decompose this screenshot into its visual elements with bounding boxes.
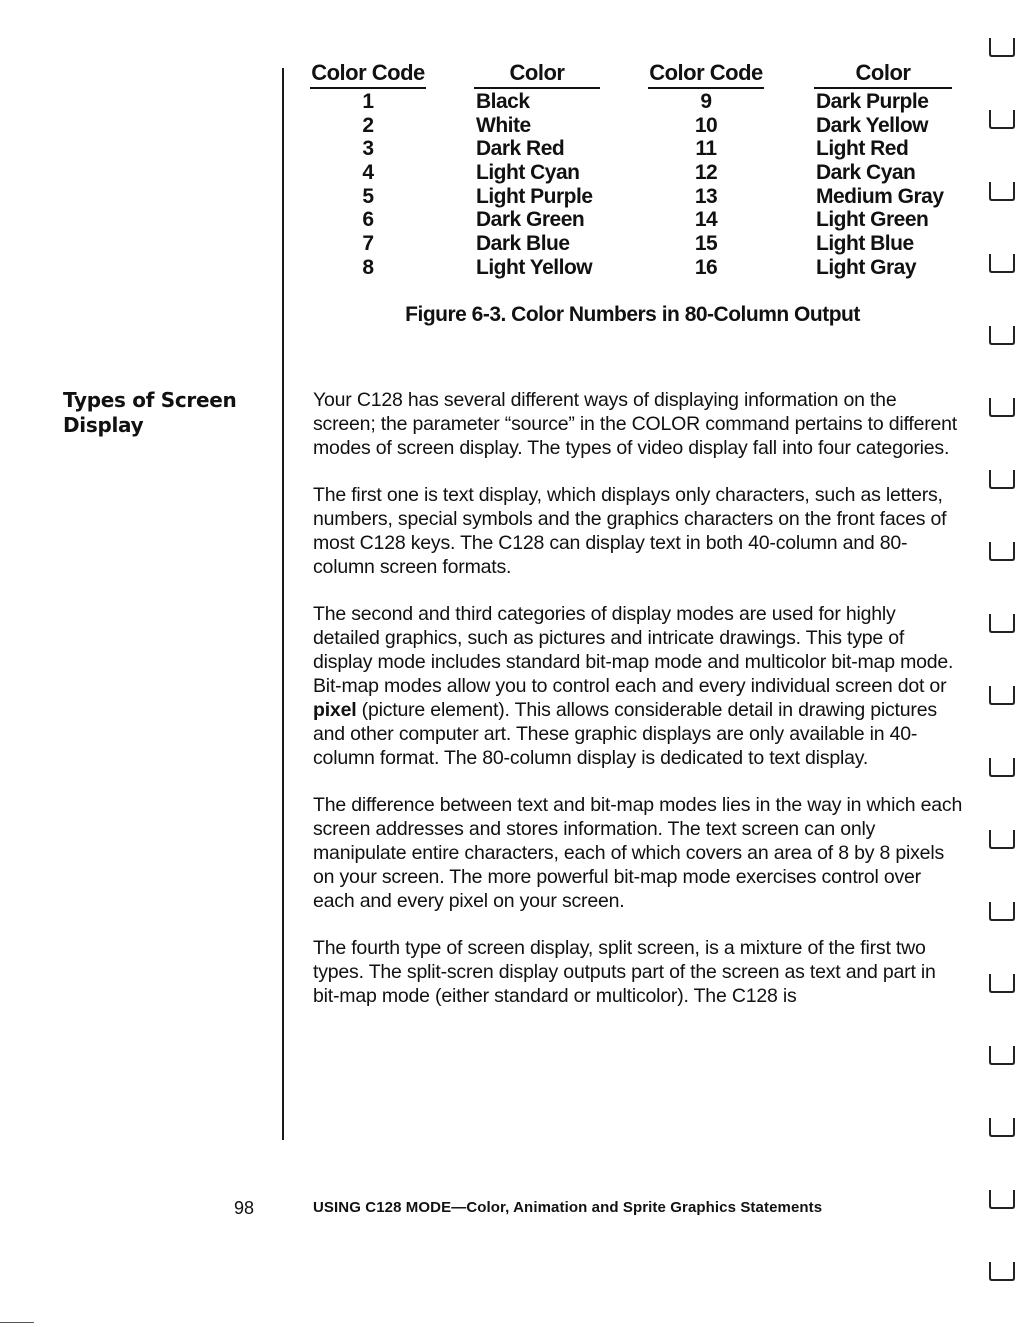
- table-header-color-1: Color: [474, 60, 600, 89]
- color-code-cell: 15: [694, 232, 718, 256]
- color-code-cell: 11: [695, 137, 717, 161]
- color-name-cell: Light Yellow: [476, 255, 593, 279]
- page-number: 98: [234, 1198, 255, 1218]
- binding-hole-icon: [986, 612, 1018, 634]
- scan-mark: [0, 1322, 34, 1323]
- color-code-cell: 8: [362, 255, 374, 279]
- paragraph: The first one is text display, which displays only characters, such as letters, numbers, special symbols and the graphics characters on the front faces of most C128 keys. The C128 can display text in both 40-column and 80-column screen formats.: [313, 484, 947, 578]
- color-code-cell: 7: [362, 232, 374, 256]
- running-footer: [313, 1199, 822, 1216]
- binding-hole-icon: [986, 1260, 1018, 1282]
- table-row: [310, 185, 960, 209]
- color-name-cell: Dark Blue: [476, 232, 570, 256]
- table-header-color-code-2: Color Code: [648, 60, 764, 89]
- color-name-cell: Light Cyan: [476, 161, 580, 185]
- color-code-cell: 12: [694, 161, 718, 185]
- color-name-cell: Light Blue: [816, 232, 914, 256]
- figure-caption: Figure 6-3. Color Numbers in 80-Column Output: [405, 303, 860, 326]
- color-code-cell: 6: [362, 208, 374, 232]
- color-name-cell: Light Gray: [816, 255, 917, 279]
- paragraph-text: The second and third categories of display modes are used for highly detailed graphics, such as pictures and intricate drawings. This type of display mode includes standard bit-map mode and multicolor bit-map mode. Bit-map modes allow you to control each and every individual screen dot or: [313, 603, 954, 697]
- paragraph-text: (picture element). This allows considerable detail in drawing pictures and other computer art. These graphic displays are only available in 40-column format. The 80-column display is dedicated to text display.: [313, 699, 937, 769]
- binding-hole-icon: [986, 180, 1018, 202]
- binding-hole-icon: [986, 1044, 1018, 1066]
- body-text: [313, 388, 963, 1031]
- vertical-rule: [282, 68, 284, 1140]
- table-row: [310, 137, 960, 161]
- color-name-cell: Dark Red: [476, 137, 565, 161]
- footer-section-bold: USING C128 MODE—: [313, 1199, 467, 1216]
- section-heading: Types of Screen Display: [63, 388, 237, 437]
- binding-hole-icon: [986, 252, 1018, 274]
- binding-hole-icon: [986, 684, 1018, 706]
- color-name-cell: Light Green: [816, 208, 929, 232]
- binding-hole-icon: [986, 468, 1018, 490]
- color-code-cell: 10: [694, 113, 718, 137]
- footer-section-title: Color, Animation and Sprite Graphics Statements: [466, 1199, 823, 1216]
- table-header-color-2: Color: [814, 60, 952, 89]
- paragraph: The fourth type of screen display, split screen, is a mixture of the first two types. The split-scren display outputs part of the screen as text and part in bit-map mode (either standard or multicolor). The C128 is: [313, 937, 936, 1007]
- binding-hole-icon: [986, 828, 1018, 850]
- bold-term-pixel: pixel: [313, 699, 357, 721]
- color-name-cell: Medium Gray: [816, 184, 944, 208]
- table-rows: [310, 90, 960, 280]
- table-row: [310, 232, 960, 256]
- color-code-cell: 5: [362, 184, 374, 208]
- paragraph: The difference between text and bit-map modes lies in the way in which each screen addresses and stores information. The text screen can only manipulate entire characters, each of which covers an area of 8 by 8 pixels on your screen. The more powerful bit-map mode exercises control over each and every pixel on your screen.: [313, 794, 963, 912]
- color-name-cell: Dark Cyan: [816, 161, 916, 185]
- table-row: [310, 256, 960, 280]
- binding-hole-icon: [986, 36, 1018, 58]
- binding-hole-marks: [980, 0, 1035, 1327]
- color-name-cell: Dark Yellow: [816, 113, 929, 137]
- binding-hole-icon: [986, 900, 1018, 922]
- table-header-color-code-1: Color Code: [310, 60, 426, 89]
- binding-hole-icon: [986, 1116, 1018, 1138]
- color-code-cell: 16: [694, 255, 718, 279]
- color-name-cell: Black: [476, 90, 530, 113]
- binding-hole-icon: [986, 756, 1018, 778]
- paragraph: [313, 602, 963, 770]
- table-row: [310, 161, 960, 185]
- color-code-cell: 1: [362, 90, 374, 113]
- color-code-cell: 14: [694, 208, 718, 232]
- binding-hole-icon: [986, 108, 1018, 130]
- color-name-cell: Light Purple: [476, 184, 593, 208]
- table-row: [310, 208, 960, 232]
- binding-hole-icon: [986, 1188, 1018, 1210]
- color-name-cell: Dark Purple: [816, 90, 929, 113]
- color-name-cell: Dark Green: [476, 208, 585, 232]
- table-row: [310, 114, 960, 138]
- binding-hole-icon: [986, 396, 1018, 418]
- color-code-cell: 13: [694, 184, 718, 208]
- color-name-cell: Light Red: [816, 137, 909, 161]
- binding-hole-icon: [986, 972, 1018, 994]
- binding-hole-icon: [986, 540, 1018, 562]
- color-name-cell: White: [476, 113, 531, 137]
- binding-hole-icon: [986, 324, 1018, 346]
- color-code-cell: 2: [362, 113, 374, 137]
- color-code-cell: 4: [362, 161, 374, 185]
- color-code-cell: 3: [362, 137, 374, 161]
- table-row: [310, 90, 960, 114]
- color-code-cell: 9: [700, 90, 712, 113]
- paragraph: Your C128 has several different ways of displaying information on the screen; the parameter “source” in the COLOR command pertains to different modes of screen display. The types of video display fall into four categories.: [313, 389, 958, 459]
